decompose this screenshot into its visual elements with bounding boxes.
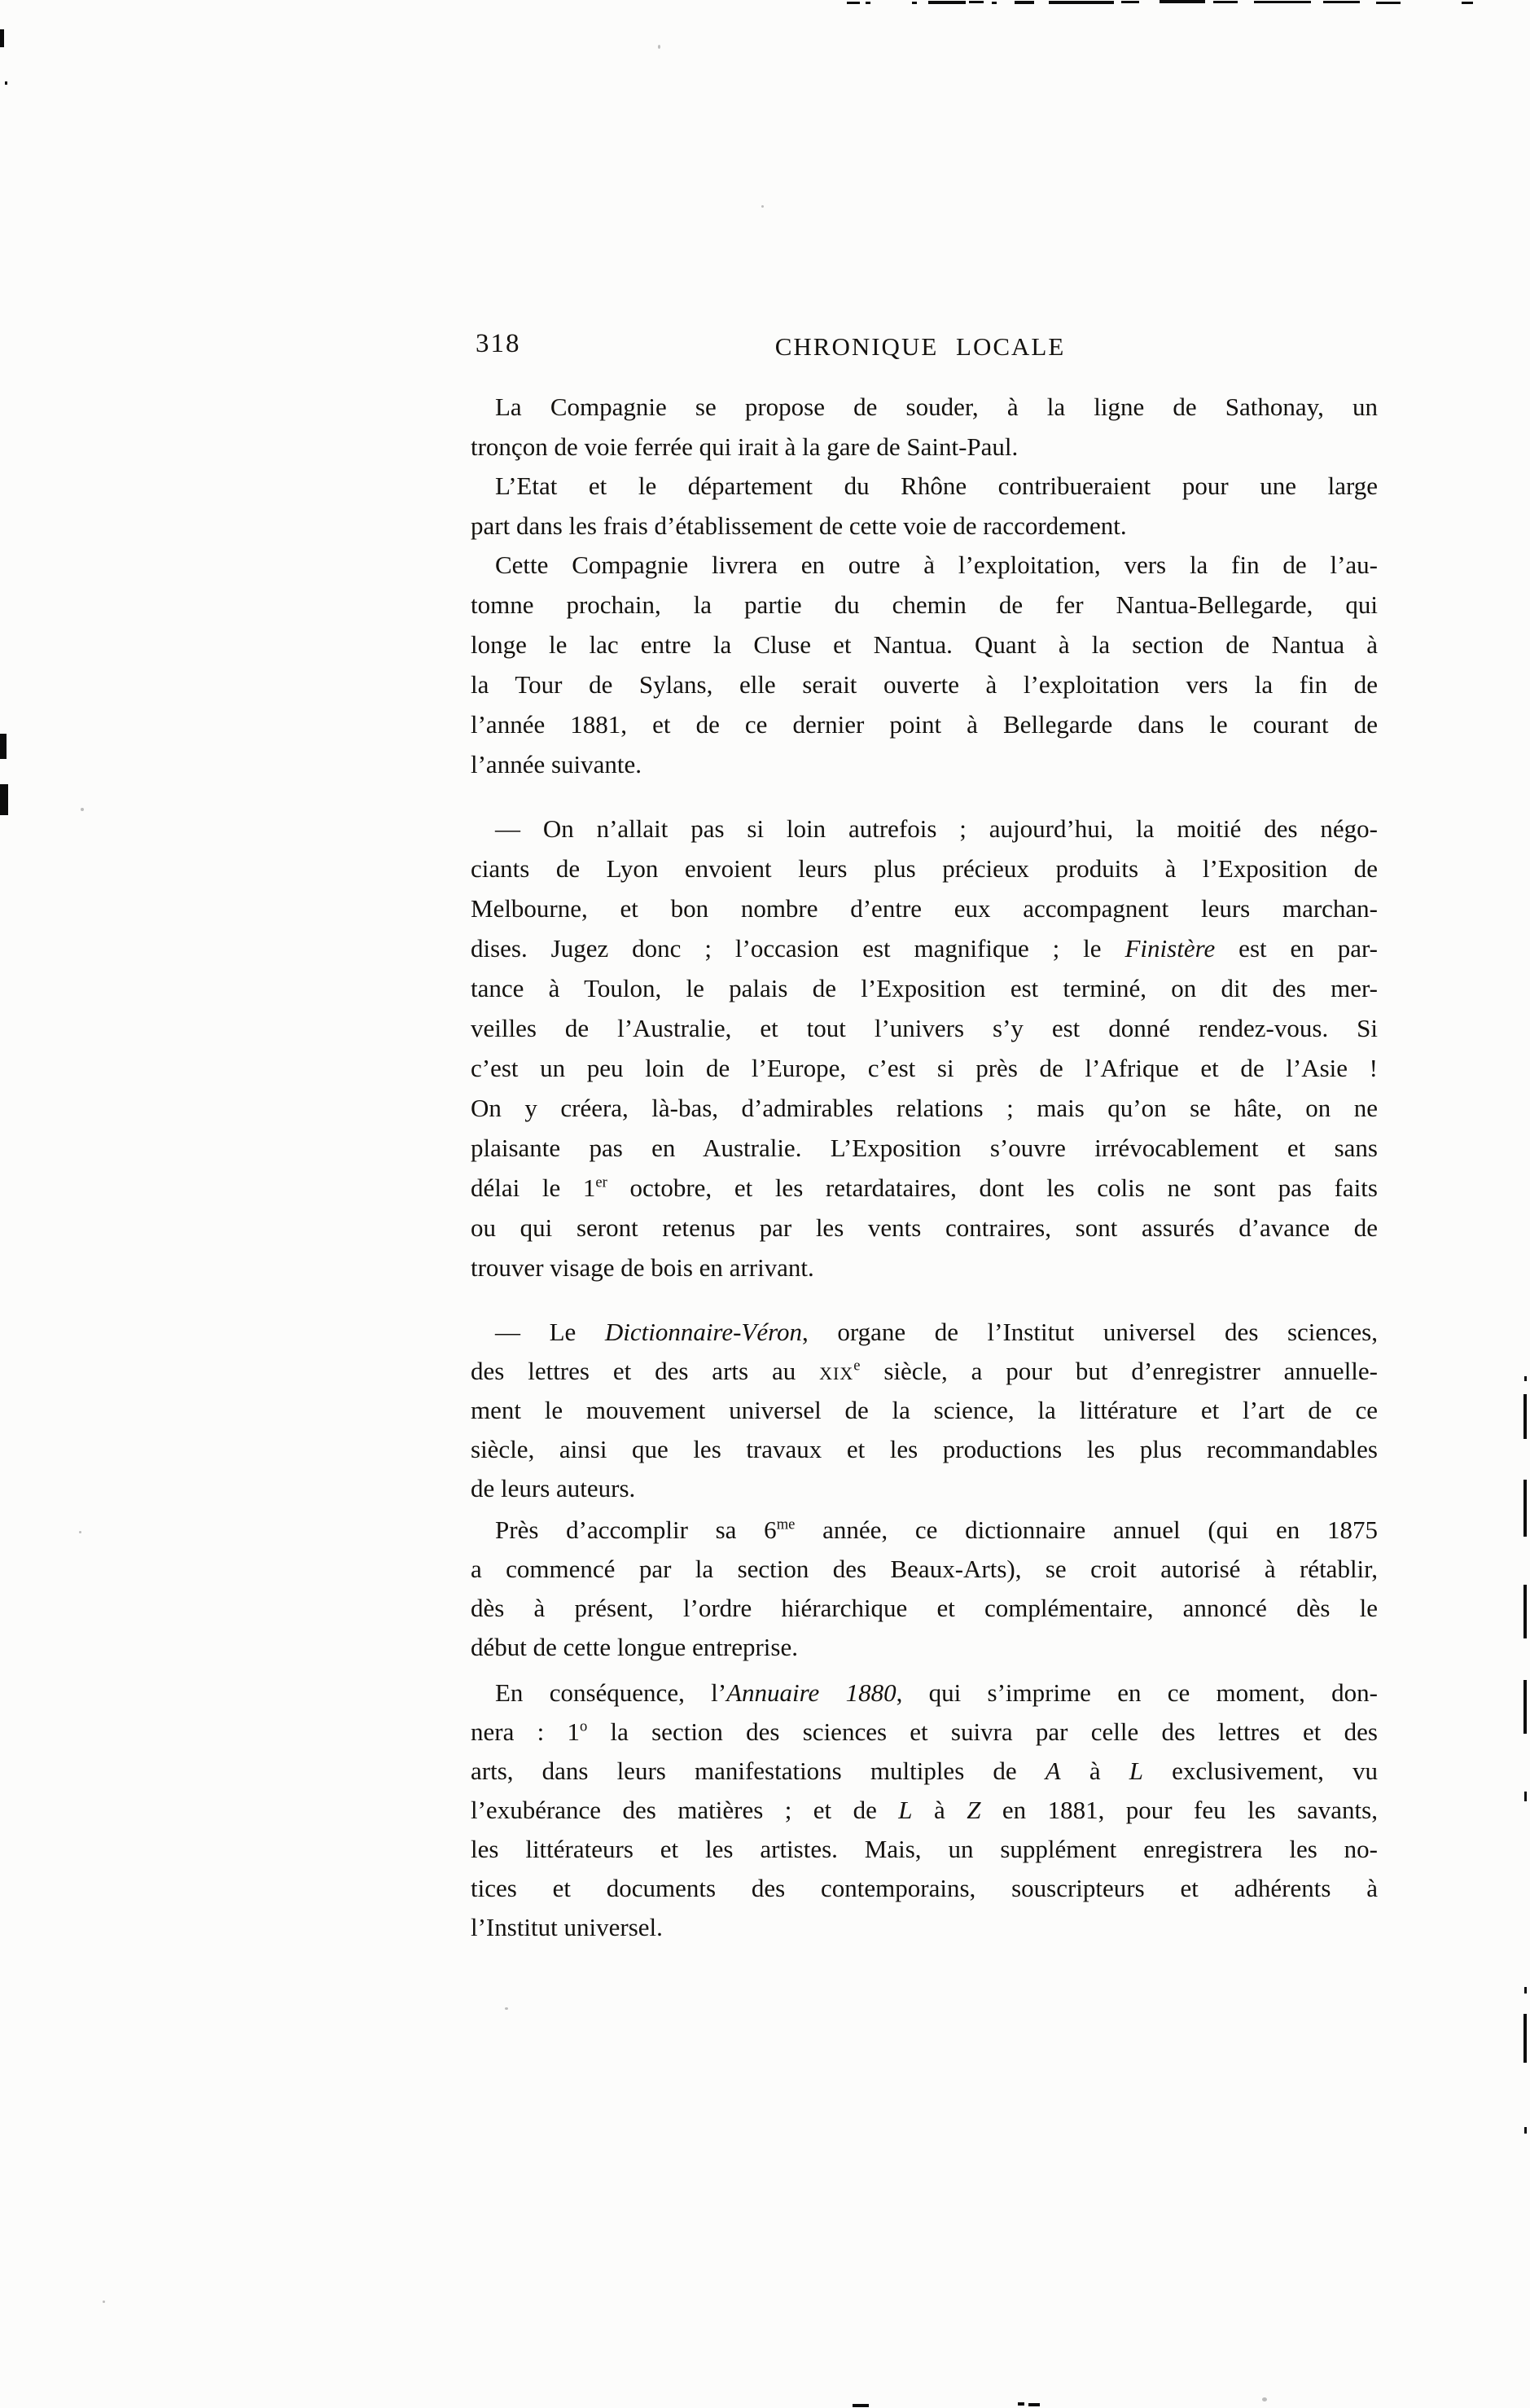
text-segment: les littérateurs et les artistes. Mais, un supplément enregistrera les no- (471, 1835, 1378, 1863)
text-segment: o (579, 1717, 588, 1735)
text-segment: A (1045, 1757, 1061, 1785)
text-line (471, 466, 1378, 506)
text-segment: siècle, a pour but d’enregistrer annuelle- (860, 1357, 1379, 1385)
text-line (471, 1469, 1378, 1508)
paragraph-4 (471, 809, 1378, 1287)
text-line (471, 1128, 1378, 1168)
text-segment: à (1060, 1757, 1129, 1785)
text-segment: L (1129, 1757, 1143, 1785)
text-line (471, 849, 1378, 888)
right-edge-mark (1523, 1585, 1527, 1638)
right-edge-mark (1523, 1680, 1527, 1734)
text-segment: tomne prochain, la partie du chemin de fer Nantua-Bellegarde, qui (471, 590, 1378, 619)
right-edge-mark (1523, 2014, 1527, 2063)
text-segment: tronçon de voie ferrée qui irait à la gare de Saint-Paul. (471, 432, 1019, 461)
text-segment: me (776, 1515, 796, 1533)
text-segment: La Compagnie se propose de souder, à la ligne de Sathonay, un (495, 393, 1378, 421)
top-edge-mark (1462, 2, 1473, 4)
text-line (471, 1048, 1378, 1088)
text-line (471, 809, 1378, 849)
text-segment: est en par- (1215, 934, 1379, 963)
text-segment: plaisante pas en Australie. L’Exposition s’ouvre irrévocablement et sans (471, 1134, 1378, 1162)
paragraph-7 (471, 1673, 1378, 1947)
text-line (471, 545, 1378, 585)
text-segment: l’année 1881, et de ce dernier point à Bellegarde dans le courant de (471, 710, 1378, 739)
paragraph-5 (471, 1313, 1378, 1508)
right-edge-mark (1524, 1376, 1527, 1381)
text-segment: dises. Jugez donc ; l’occasion est magnifique ; le (471, 934, 1125, 963)
text-segment: c’est un peu loin de l’Europe, c’est si près de l’Afrique et de l’Asie ! (471, 1054, 1378, 1082)
paragraph-6 (471, 1511, 1378, 1667)
text-line (471, 1550, 1378, 1589)
text-segment: ciants de Lyon envoient leurs plus précieux produits à l’Exposition de (471, 854, 1378, 883)
text-segment: l’exubérance des matières ; et de (471, 1796, 899, 1824)
speck (103, 2301, 105, 2303)
text-line (471, 1589, 1378, 1628)
text-segment: nera : 1 (471, 1717, 580, 1746)
text-segment: dès à présent, l’ordre hiérarchique et complémentaire, annoncé dès le (471, 1594, 1378, 1622)
text-segment: Dictionnaire-Véron (604, 1318, 803, 1346)
text-segment: e (853, 1357, 861, 1375)
text-line (471, 625, 1378, 665)
text-segment: l’Institut universel. (471, 1913, 663, 1941)
text-line (471, 1248, 1378, 1287)
paragraph-1 (471, 387, 1378, 467)
text-line (471, 1088, 1378, 1128)
paragraph-3 (471, 545, 1378, 784)
text-line (471, 387, 1378, 427)
text-segment: siècle, ainsi que les travaux et les productions les plus recommandables (471, 1435, 1378, 1463)
running-title: CHRONIQUE LOCALE (774, 332, 1066, 361)
text-line (471, 1391, 1378, 1430)
text-segment: la Tour de Sylans, elle serait ouverte à l’exploitation vers la fin de (471, 670, 1378, 699)
text-segment: Annuaire 1880 (726, 1678, 897, 1707)
text-segment: part dans les frais d’établissement de cette voie de raccordement. (471, 511, 1127, 540)
text-segment: Z (967, 1796, 981, 1824)
text-line (471, 1208, 1378, 1248)
left-edge-mark (0, 734, 7, 759)
right-edge-mark (1523, 1480, 1527, 1537)
text-line (471, 1791, 1378, 1830)
text-segment: veilles de l’Australie, et tout l’univers s’y est donné rendez-vous. Si (471, 1014, 1378, 1042)
text-segment: la section des sciences et suivra par celle des lettres et des (587, 1717, 1378, 1746)
right-edge-mark (1523, 1394, 1527, 1439)
text-segment: L’Etat et le département du Rhône contribueraient pour une large (495, 472, 1378, 500)
speck (79, 1531, 81, 1533)
text-line (471, 1628, 1378, 1667)
text-line (471, 1430, 1378, 1469)
text-segment: Melbourne, et bon nombre d’entre eux accompagnent leurs marchan- (471, 894, 1378, 923)
text-segment: Près d’accomplir sa 6 (495, 1515, 777, 1544)
text-segment: , organe de l’Institut universel des sciences, (802, 1318, 1378, 1346)
text-segment: — Le (495, 1318, 605, 1346)
left-edge-mark (0, 29, 4, 47)
text-line (471, 704, 1378, 744)
text-segment: en 1881, pour feu les savants, (980, 1796, 1378, 1824)
text-segment: l’année suivante. (471, 750, 642, 779)
paragraph-2 (471, 466, 1378, 546)
text-segment: année, ce dictionnaire annuel (qui en 1875 (795, 1515, 1378, 1544)
text-line (471, 585, 1378, 625)
text-segment: des lettres et des arts au (471, 1357, 820, 1385)
text-segment: xix (819, 1357, 854, 1385)
left-edge-mark (5, 81, 7, 85)
text-segment: ment le mouvement universel de la science, la littérature et l’art de ce (471, 1396, 1378, 1424)
text-segment: octobre, et les retardataires, dont les colis ne sont pas faits (607, 1173, 1378, 1202)
text-line (471, 1869, 1378, 1908)
text-segment: arts, dans leurs manifestations multiples de (471, 1757, 1046, 1785)
text-segment: , qui s’imprime en ce moment, don- (896, 1678, 1379, 1707)
text-segment: On y créera, là-bas, d’admirables relations ; mais qu’on se hâte, on ne (471, 1094, 1378, 1122)
text-segment: début de cette longue entreprise. (471, 1633, 798, 1661)
text-segment: — On n’allait pas si loin autrefois ; aujourd’hui, la moitié des négo- (495, 814, 1378, 843)
text-segment: longe le lac entre la Cluse et Nantua. Quant à la section de Nantua à (471, 630, 1378, 659)
right-edge-mark (1524, 2127, 1527, 2134)
text-line (471, 665, 1378, 704)
text-line (471, 1830, 1378, 1869)
text-segment: trouver visage de bois en arrivant. (471, 1253, 814, 1282)
page-number: 318 (476, 329, 521, 358)
left-edge-mark (0, 784, 8, 815)
text-line (471, 1752, 1378, 1791)
text-line (471, 1511, 1378, 1550)
text-line (471, 1352, 1378, 1391)
speck (81, 808, 84, 811)
text-line (471, 968, 1378, 1008)
right-edge-mark (1524, 1792, 1527, 1801)
text-line (471, 1713, 1378, 1752)
top-edge-mark (1376, 2, 1401, 4)
text-segment: à (912, 1796, 967, 1824)
text-segment: ou qui seront retenus par les vents contraires, sont assurés d’avance de (471, 1213, 1378, 1242)
text-line (471, 1673, 1378, 1713)
text-line (471, 506, 1378, 546)
text-segment: exclusivement, vu (1142, 1757, 1378, 1785)
text-segment: En conséquence, l’ (495, 1678, 727, 1707)
text-line (471, 744, 1378, 784)
text-line (471, 1008, 1378, 1048)
text-segment: Finistère (1124, 934, 1216, 963)
text-segment: Cette Compagnie livrera en outre à l’exploitation, vers la fin de l’au- (495, 550, 1378, 579)
text-segment: a commencé par la section des Beaux-Arts), se croit autorisé à rétablir, (471, 1555, 1378, 1583)
text-segment: tices et documents des contemporains, souscripteurs et adhérents à (471, 1874, 1378, 1902)
text-line (471, 928, 1378, 968)
text-line (471, 1313, 1378, 1352)
text-line (471, 1908, 1378, 1947)
text-line (471, 427, 1378, 467)
text-column (471, 0, 1378, 2408)
text-segment: de leurs auteurs. (471, 1474, 636, 1502)
text-line (471, 888, 1378, 928)
text-segment: er (595, 1173, 607, 1191)
right-edge-mark (1524, 1987, 1527, 1994)
text-segment: tance à Toulon, le palais de l’Exposition est terminé, on dit des mer- (471, 974, 1378, 1002)
text-line (471, 1168, 1378, 1208)
text-segment: délai le 1 (471, 1173, 596, 1202)
text-segment: L (898, 1796, 913, 1824)
